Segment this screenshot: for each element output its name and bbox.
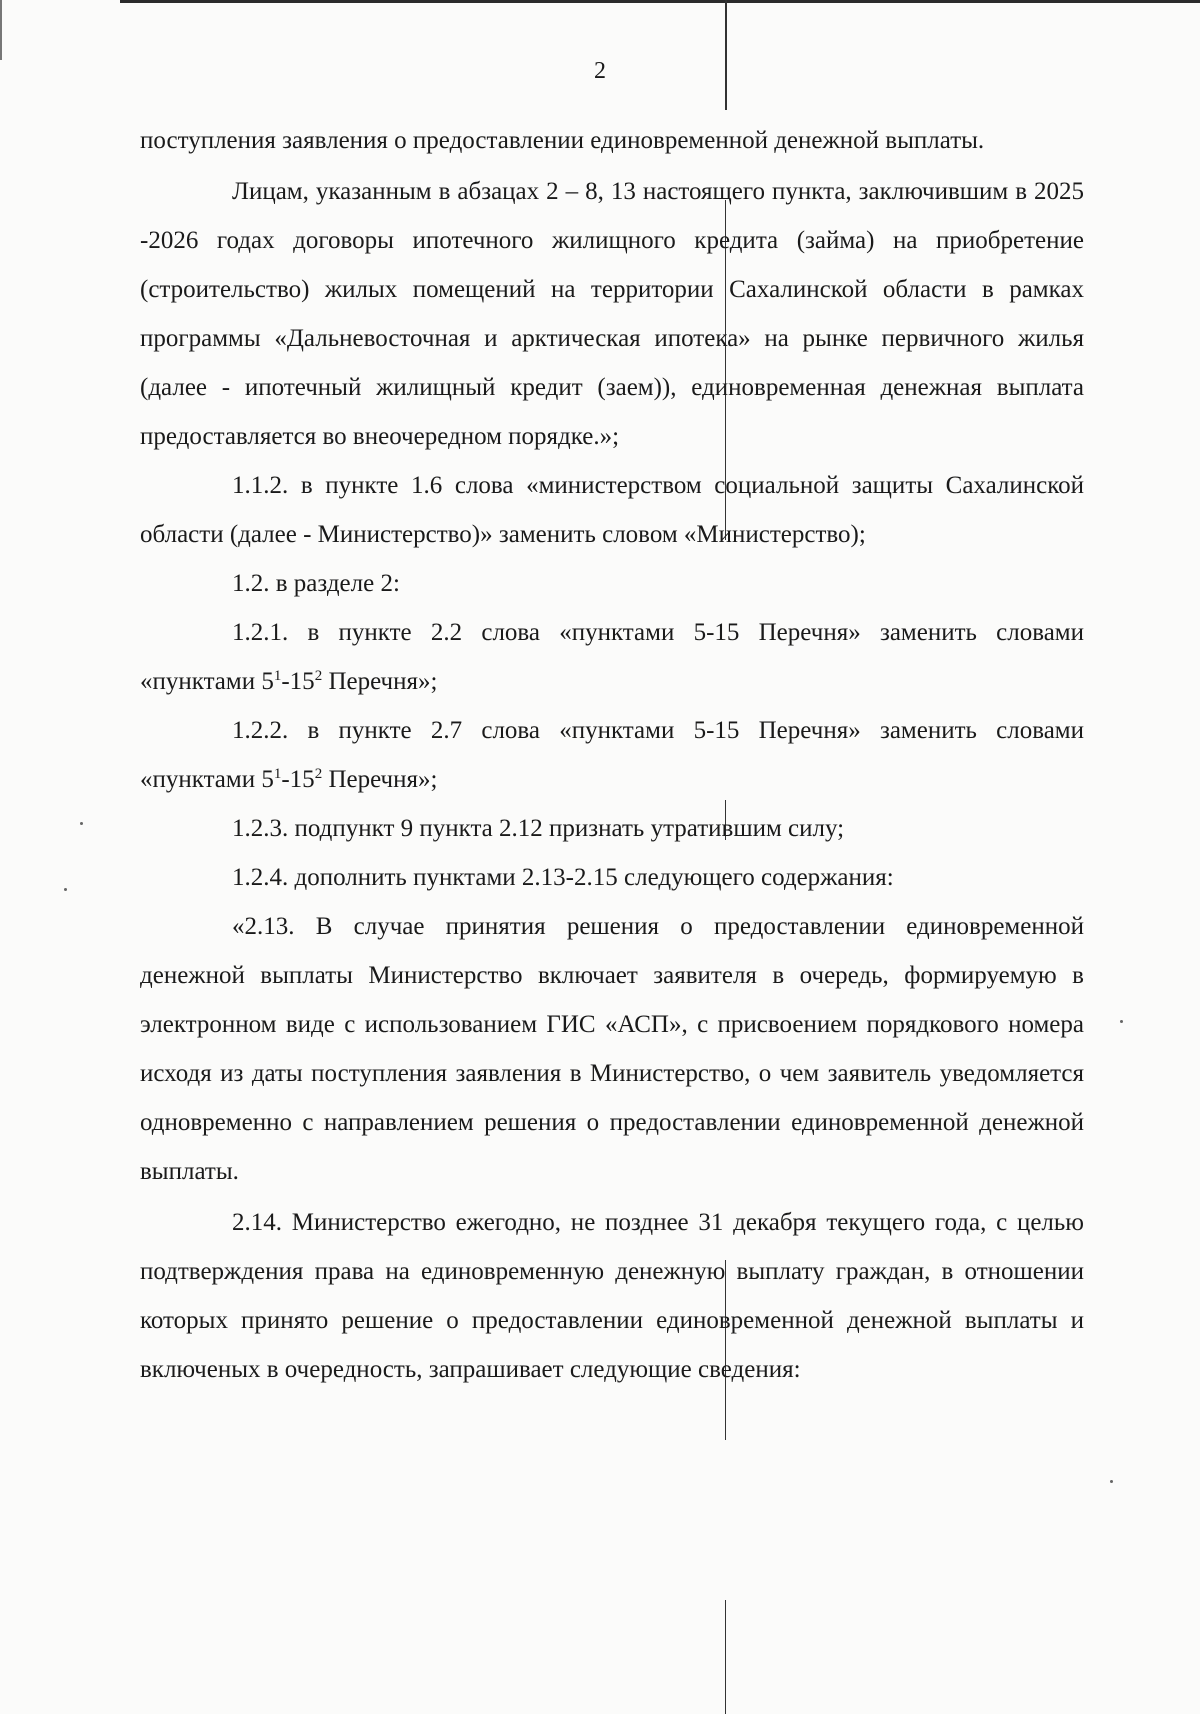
superscript: 2 bbox=[314, 668, 323, 684]
paragraph-text: -15 bbox=[281, 668, 315, 695]
fold-line bbox=[725, 1600, 726, 1714]
scan-speck bbox=[64, 888, 67, 891]
paragraph-text: 1.2.2. в пункте 2.7 слова «пунктами 5-15 Перечня» заменить словами «пунктами 5 bbox=[140, 717, 1084, 793]
paragraph-text: -15 bbox=[281, 766, 315, 793]
superscript: 1 bbox=[273, 766, 282, 782]
paragraph: поступления заявления о предоставлении единовременной денежной выплаты. bbox=[140, 127, 985, 154]
paragraph-text: Перечня»; bbox=[322, 668, 438, 695]
scan-top-edge bbox=[120, 0, 1200, 3]
paragraph: 1.2.4. дополнить пунктами 2.13-2.15 следующего содержания: bbox=[232, 864, 894, 891]
paragraph: 1.2.3. подпункт 9 пункта 2.12 признать утратившим силу; bbox=[232, 815, 845, 842]
paragraph-text: Перечня»; bbox=[322, 766, 438, 793]
page-number: 2 bbox=[594, 58, 606, 84]
scan-left-edge bbox=[0, 0, 2, 60]
scan-speck bbox=[1120, 1020, 1123, 1023]
paragraph-text: 1.2.1. в пункте 2.2 слова «пунктами 5-15 Перечня» заменить словами «пунктами 5 bbox=[140, 619, 1084, 695]
paragraph: «2.13. В случае принятия решения о предоставлении единовременной денежной выплаты Министерство включает заявителя в очередь, формируемую в электронном виде с использованием ГИС «АСП», с присвоением порядкового номера исходя из даты поступления заявления в Министерство, о чем заявитель уведомляется одновременно с направлением решения о предоставлении единовременной денежной выплаты. bbox=[140, 913, 1084, 1185]
paragraph bbox=[140, 706, 1084, 804]
scan-speck bbox=[1110, 1480, 1113, 1483]
paragraph: 2.14. Министерство ежегодно, не позднее 31 декабря текущего года, с целью подтверждения права на единовременную денежную выплату граждан, в отношении которых принято решение о предоставлении единовременной денежной выплаты и включеных в очередность, запрашивает следующие сведения: bbox=[140, 1209, 1084, 1383]
paragraph: 1.1.2. в пункте 1.6 слова «министерством социальной защиты Сахалинской области (далее - Министерство)» заменить словом «Министерство); bbox=[140, 472, 1084, 548]
paragraph: 1.2. в разделе 2: bbox=[232, 570, 400, 597]
paragraph: Лицам, указанным в абзацах 2 – 8, 13 настоящего пункта, заключившим в 2025 -2026 годах договоры ипотечного жилищного кредита (займа) на приобретение (строительство) жилых помещений на территории Сахалинской области в рамках программы «Дальневосточная и арктическая ипотека» на рынке первичного жилья (далее - ипотечный жилищный кредит (заем)), единовременная денежная выплата предоставляется во внеочередном порядке.»; bbox=[140, 178, 1084, 450]
fold-line bbox=[725, 0, 727, 110]
scan-speck bbox=[80, 822, 83, 825]
superscript: 2 bbox=[314, 766, 323, 782]
superscript: 1 bbox=[273, 668, 282, 684]
document-body bbox=[140, 116, 1084, 1394]
paragraph bbox=[140, 608, 1084, 706]
